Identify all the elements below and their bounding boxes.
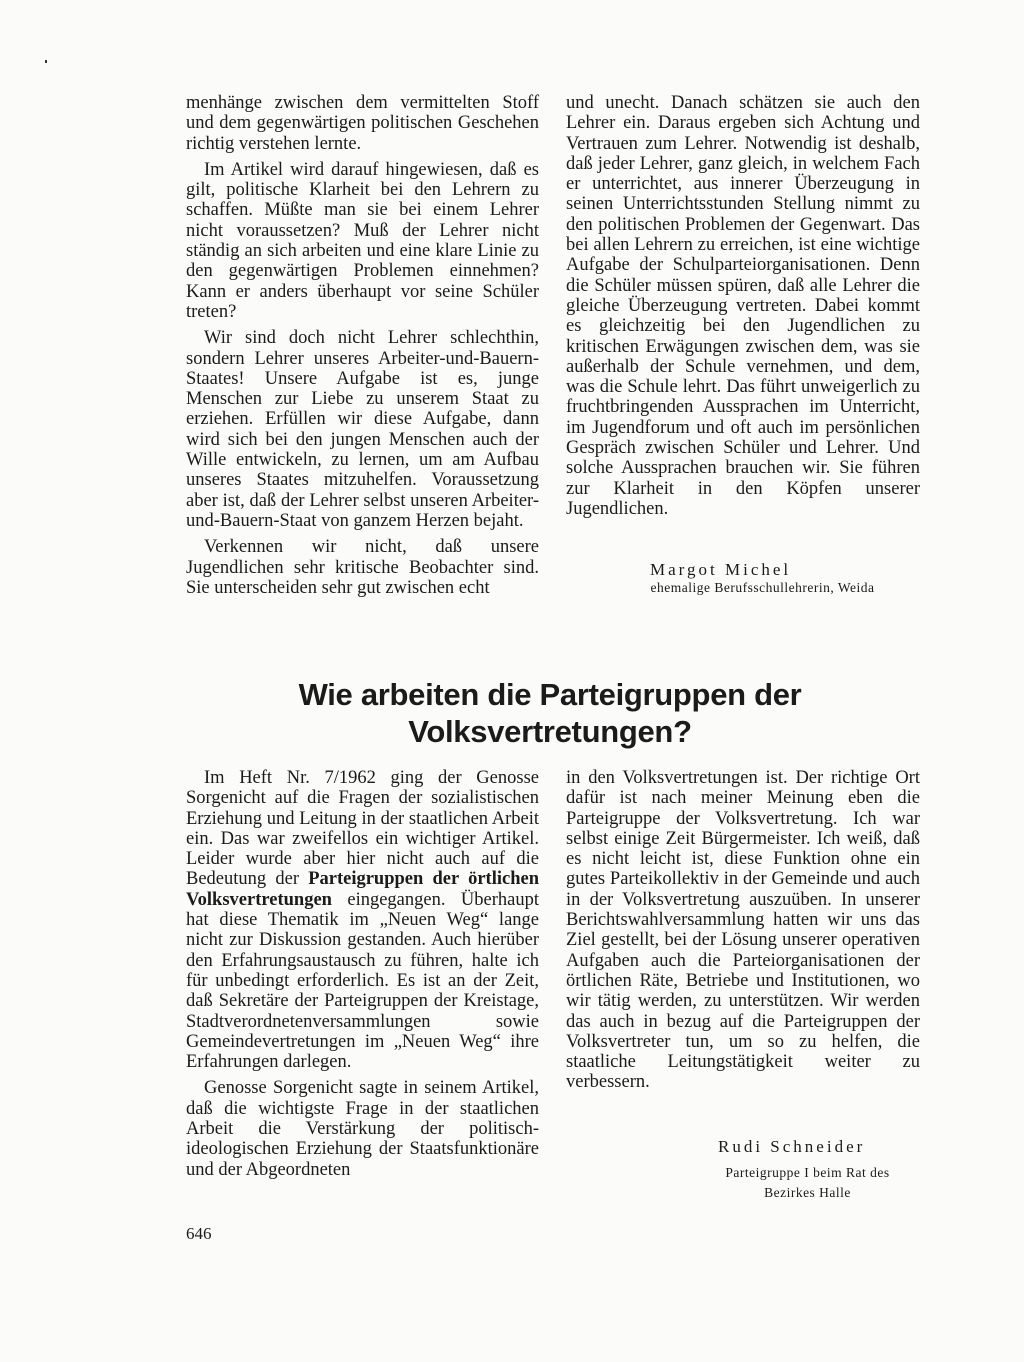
article2-paragraph: Genosse Sorgenicht sagte in seinem Artikel, daß die wichtigste Frage in der staatlichen Arbeit die Verstärkung der politisch-ideologischen Erziehung der Staatsfunktionäre und der Abgeordneten [186, 1078, 539, 1180]
article2-text: eingegangen. Überhaupt hat diese Thematik im „Neuen Weg“ lange nicht zur Diskussion gestanden. Auch hierüber den Erfahrungsaustausch zu führen, halte ich für unbedingt erforderlich. Es ist an der Zeit, daß Sekretäre der Parteigruppen der Kreistage, Stadtverordnetenversammlungen sowie Gemeindevertretungen im „Neuen Weg“ ihre Erfahrungen darlegen. [186, 889, 539, 1073]
article2-heading-line2: Volksvertretungen? [408, 714, 692, 749]
article1-paragraph: Im Artikel wird darauf hingewiesen, daß es gilt, politische Klarheit bei den Lehrern zu schaffen. Müßte man sie bei einem Lehrer nicht voraussetzen? Muß der Lehrer nicht ständig an sich arbeiten und eine klare Linie zu den gegenwärtigen Problemen einnehmen? Kann er anders überhaupt vor seine Schüler treten? [186, 159, 539, 322]
article2-signature-role-line1: Parteigruppe I beim Rat des [725, 1165, 890, 1180]
scan-speck [45, 60, 47, 63]
article2-signature-role-line2: Bezirkes Halle [764, 1185, 851, 1200]
article2-paragraph [186, 768, 539, 1072]
article1-paragraph: Verkennen wir nicht, daß unsere Jugendlichen sehr kritische Beobachter sind. Sie unterscheiden sehr gut zwischen echt [186, 537, 539, 598]
article2-signature-role [680, 1163, 935, 1203]
article1-column-left [186, 93, 539, 598]
article2-column-left [186, 768, 539, 1180]
article2-signature-name: Rudi Schneider [718, 1137, 866, 1156]
article2-paragraph: in den Volksvertretungen ist. Der richtige Ort dafür ist nach meiner Meinung eben die Parteigruppe der Volksvertretung. Ich war selbst einige Zeit Bürgermeister. Ich weiß, daß es nicht leicht ist, diese Funktion ohne ein gutes Parteikollektiv in der Gemeinde und auch in der Volksvertretung auszuüben. In unserer Berichtswahlversammlung hatten wir uns das Ziel gestellt, bei der Lösung unserer operativen Aufgaben auch die Parteiorganisationen der örtlichen Räte, Betriebe und Institutionen, wo wir tätig werden, zu unterstützen. Wir werden das auch in bezug auf die Parteigruppen der Volksvertreter tun, um so zu helfen, die staatliche Leitungstätigkeit weiter zu verbessern. [566, 768, 920, 1093]
page-number: 646 [186, 1224, 212, 1243]
article1-paragraph: Wir sind doch nicht Lehrer schlechthin, sondern Lehrer unseres Arbeiter-und-Bauern-Staates! Unsere Aufgabe ist es, junge Menschen zur Liebe zu unserem Staat zu erziehen. Erfüllen wir diese Aufgabe, dann wird sich bei den jungen Menschen auch der Wille entwickeln, zu lernen, um am Aufbau unseres Staates mitzuhelfen. Voraussetzung aber ist, daß der Lehrer selbst unseren Arbeiter-und-Bauern-Staat von ganzem Herzen bejaht. [186, 328, 539, 531]
article2-text: Im Heft Nr. 7/1962 ging der Genosse Sorgenicht auf die Fragen der sozialistischen Erziehung und Leitung in der staatlichen Arbeit ein. Das war zweifellos ein wichtiger Artikel. Leider wurde aber hier nicht auch auf die Bedeutung der [186, 768, 539, 890]
article2-column-right [566, 768, 920, 1093]
article2-heading [180, 676, 920, 750]
article1-paragraph: menhänge zwischen dem vermittelten Stoff und dem gegenwärtigen politischen Geschehen richtig verstehen lernte. [186, 93, 539, 154]
article1-signature-role: ehemalige Berufsschullehrerin, Weida [650, 580, 875, 595]
article2-heading-line1: Wie arbeiten die Parteigruppen der [298, 677, 802, 712]
article1-signature-name: Margot Michel [650, 560, 792, 579]
article1-column-right [566, 93, 920, 519]
article2-emphasis: Parteigruppen der örtlichen Volksvertretungen [186, 869, 539, 910]
article1-paragraph: und unecht. Danach schätzen sie auch den Lehrer ein. Daraus ergeben sich Achtung und Vertrauen zum Lehrer. Notwendig ist deshalb, daß jeder Lehrer, ganz gleich, in welchem Fach er unterrichtet, aus innerer Überzeugung in seinen Unterrichtsstunden Stellung nimmt zu den politischen Problemen der Gegenwart. Das bei allen Lehrern zu erreichen, ist eine wichtige Aufgabe der Schulparteiorganisationen. Denn die Schüler müssen spüren, daß alle Lehrer die gleiche Überzeugung vertreten. Dabei kommt es gleichzeitig bei den Jugendlichen zu kritischen Erwägungen zwischen dem, was sie außerhalb der Schule vernehmen, und dem, was die Schule lehrt. Das führt unweigerlich zu fruchtbringenden Aussprachen im Unterricht, im Jugendforum und oft auch im persönlichen Gespräch zwischen Schüler und Lehrer. Und solche Aussprachen brauchen wir. Sie führen zur Klarheit in den Köpfen unserer Jugendlichen. [566, 93, 920, 519]
